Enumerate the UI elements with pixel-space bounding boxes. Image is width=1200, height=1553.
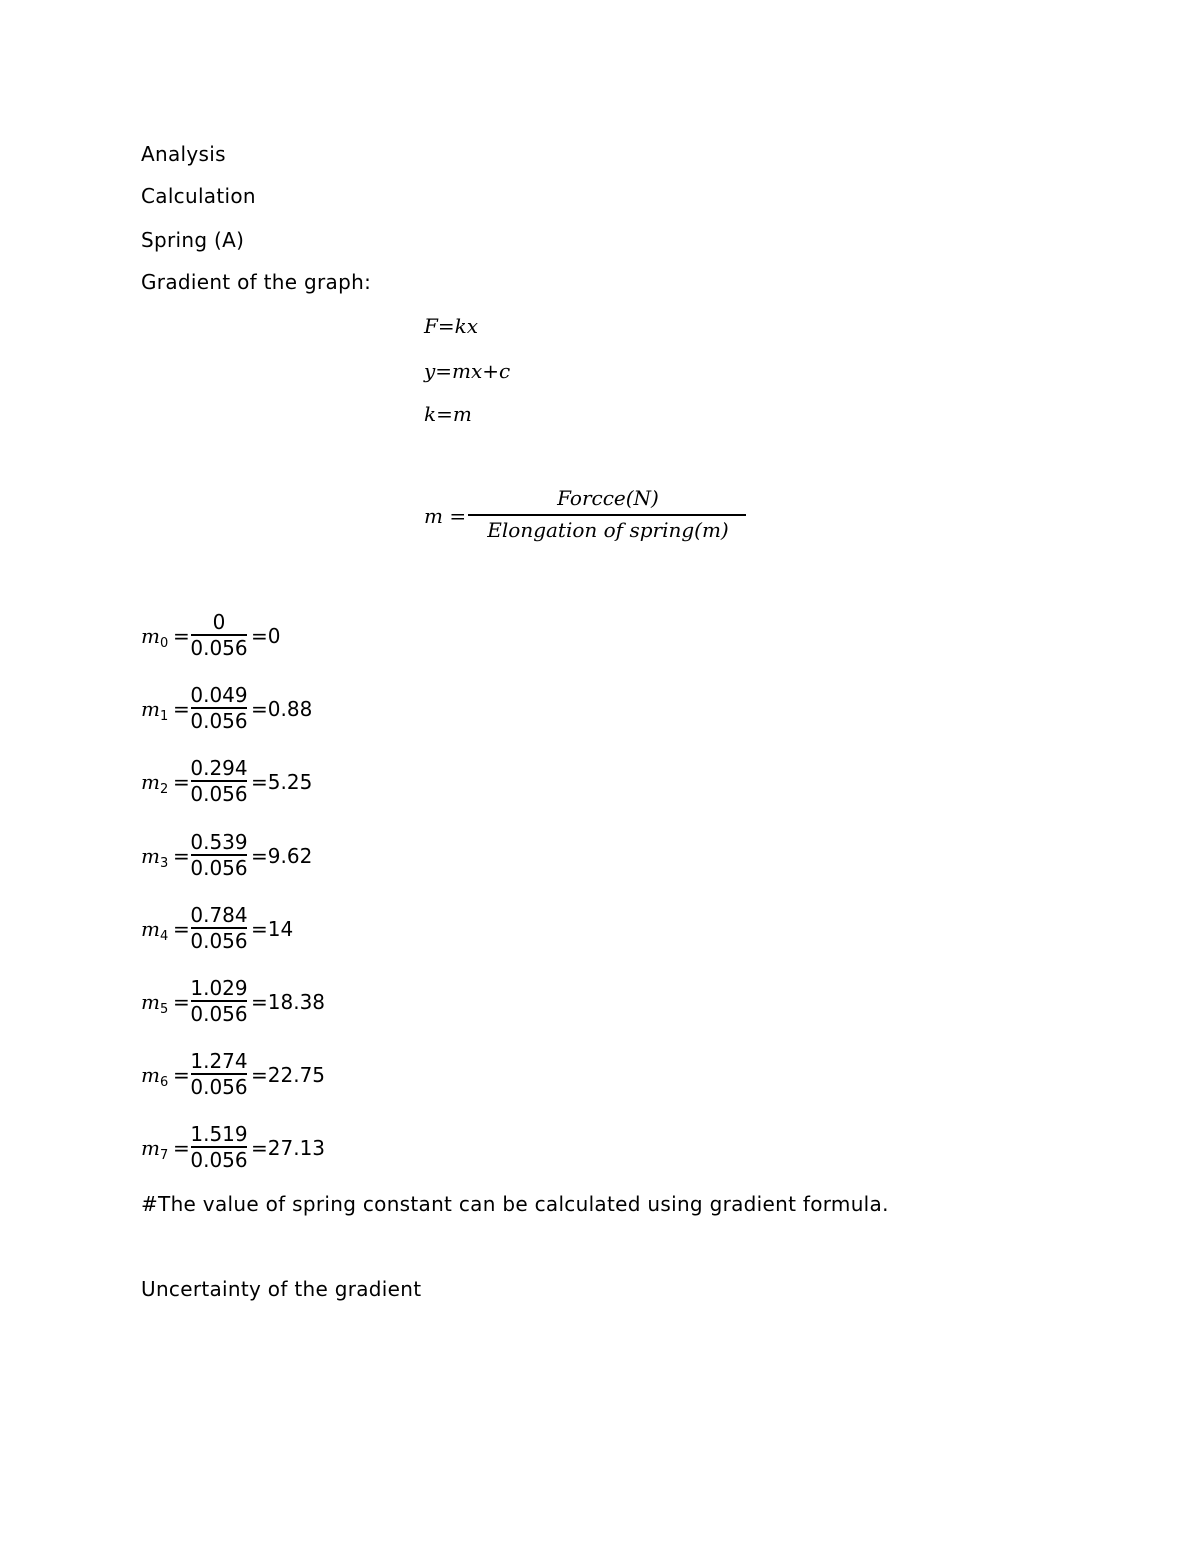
equals-sign: =	[173, 844, 190, 868]
calc-row	[141, 1049, 541, 1109]
calc-row	[141, 1122, 541, 1182]
calc-row-var: m	[141, 1136, 160, 1160]
calc-row-subscript: 5	[159, 1002, 169, 1017]
heading-analysis: Analysis	[141, 142, 226, 166]
calc-row-var: m	[141, 770, 160, 794]
equals-sign: =	[173, 917, 190, 941]
calc-row-variable	[141, 770, 168, 797]
calc-row	[141, 610, 541, 670]
calc-row-subscript: 1	[159, 709, 169, 724]
calc-row-variable	[141, 1063, 168, 1090]
calc-row	[141, 756, 541, 816]
calc-row-denominator: 0.056	[190, 1075, 248, 1099]
calc-row-numerator: 1.274	[190, 1049, 248, 1073]
heading-spring: Spring (A)	[141, 228, 245, 252]
calc-row-subscript: 2	[159, 782, 169, 797]
calc-row-denominator: 0.056	[190, 709, 248, 733]
calc-row-denominator: 0.056	[190, 636, 248, 660]
calc-row-denominator: 0.056	[190, 929, 248, 953]
calc-row-denominator: 0.056	[190, 782, 248, 806]
calc-row-result: =0.88	[251, 697, 313, 721]
calc-row-result: =22.75	[251, 1063, 326, 1087]
calc-row-var: m	[141, 917, 160, 941]
heading-calculation: Calculation	[141, 184, 256, 208]
equals-sign: =	[173, 697, 190, 721]
calc-row	[141, 903, 541, 963]
calc-row-numerator: 0.539	[190, 830, 248, 854]
equals-sign: =	[173, 624, 190, 648]
calc-row-variable	[141, 917, 168, 944]
calc-row-var: m	[141, 1063, 160, 1087]
calc-row-numerator: 0.784	[190, 903, 248, 927]
equation-line: y=mx+c	[424, 359, 511, 383]
calc-row-var: m	[141, 990, 160, 1014]
equation-hooke: F=kx	[424, 314, 479, 338]
calc-row	[141, 683, 541, 743]
calc-row-subscript: 7	[159, 1148, 169, 1163]
calc-row-numerator: 0	[212, 610, 226, 634]
calc-row-variable	[141, 697, 168, 724]
note-text: #The value of spring constant can be calculated using gradient formula.	[141, 1192, 889, 1216]
equation-k-equals-m: k=m	[424, 402, 472, 426]
calc-row-result: =5.25	[251, 770, 313, 794]
calc-row-variable	[141, 990, 168, 1017]
equals-sign: =	[173, 990, 190, 1014]
calc-row-var: m	[141, 697, 160, 721]
calc-row-result: =9.62	[251, 844, 313, 868]
calc-row-variable	[141, 844, 168, 871]
calc-row-variable	[141, 1136, 168, 1163]
calc-row	[141, 830, 541, 890]
calc-row-denominator: 0.056	[190, 856, 248, 880]
gradient-formula	[424, 486, 744, 550]
fraction-bar	[468, 514, 746, 516]
calc-row-result: =14	[251, 917, 294, 941]
heading-gradient: Gradient of the graph:	[141, 270, 372, 294]
calc-row-result: =27.13	[251, 1136, 326, 1160]
gradient-formula-lhs: m =	[424, 504, 467, 528]
calc-row-var: m	[141, 844, 160, 868]
calc-row-subscript: 4	[159, 929, 169, 944]
gradient-formula-numerator: Forcce(N)	[557, 486, 659, 510]
calc-row-subscript: 3	[159, 856, 169, 871]
calc-row-numerator: 0.294	[190, 756, 248, 780]
calc-row-var: m	[141, 624, 160, 648]
calc-row-numerator: 1.029	[190, 976, 248, 1000]
calc-row-result: =18.38	[251, 990, 326, 1014]
calc-row-result: =0	[251, 624, 281, 648]
equals-sign: =	[173, 770, 190, 794]
heading-uncertainty: Uncertainty of the gradient	[141, 1277, 422, 1301]
equals-sign: =	[173, 1063, 190, 1087]
gradient-formula-denominator: Elongation of spring(m)	[487, 518, 729, 542]
calc-row	[141, 976, 541, 1036]
calc-row-subscript: 0	[159, 636, 169, 651]
equals-sign: =	[173, 1136, 190, 1160]
calc-row-denominator: 0.056	[190, 1148, 248, 1172]
calc-row-subscript: 6	[159, 1075, 169, 1090]
calc-row-denominator: 0.056	[190, 1002, 248, 1026]
calc-row-numerator: 0.049	[190, 683, 248, 707]
calc-row-numerator: 1.519	[190, 1122, 248, 1146]
calc-row-variable	[141, 624, 168, 651]
